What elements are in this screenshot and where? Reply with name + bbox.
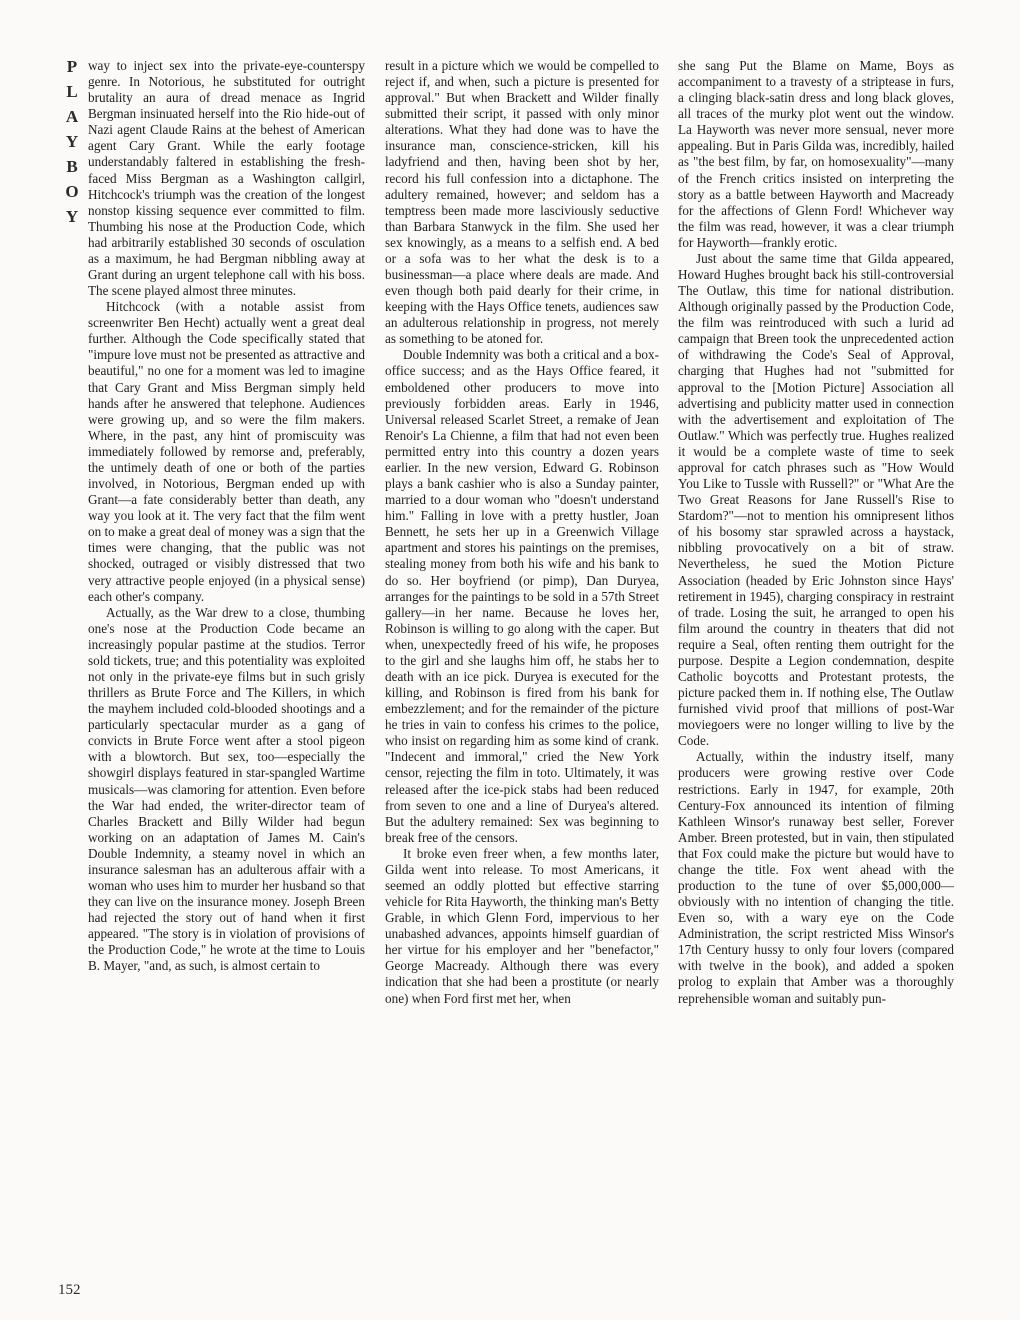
article-column-1 xyxy=(88,58,365,974)
paragraph: result in a picture which we would be compelled to reject if, and when, such a picture is presented for approval." But when Brackett and Wilder finally submitted their script, it passed with only minor alterations. What they had done was to have the insurance man, conscience-stricken, kill his ladyfriend and then, having been shot by her, record his full confession into a dictaphone. The adultery remained, however; and seldom has a temptress been made more lasciviously seductive than Barbara Stanwyck in the film. She used her sex knowingly, as a means to a selfish end. A bed or a sofa was to her what the desk is to a businessman—a place where deals are made. And even though both paid dearly for their crime, in keeping with the Hays Office tenets, audiences saw an adulterous relationship in progress, not merely as something to be atoned for. xyxy=(385,58,659,347)
paragraph: Hitchcock (with a notable assist from screenwriter Ben Hecht) actually went a great deal further. Although the Code specifically stated that "impure love must not be presented as attractive and beautiful," no one for a moment was led to imagine that Cary Grant and Miss Bergman simply held hands after he answered that telephone. Audiences were growing up, and so were the film makers. Where, in the past, any hint of promiscuity was immediately followed by remorse and, preferably, the untimely death of one or both of the parties involved, in Notorious, Bergman ended up with Grant—a fate considerably better than death, any way you look at it. The very fact that the film went on to make a great deal of money was a sign that the times were changing, that the public was not shocked, outraged or visibly distressed that two very attractive people enjoyed (in a physical sense) each other's company. xyxy=(88,299,365,604)
running-head-letter: B xyxy=(66,157,78,176)
article-column-2 xyxy=(385,58,659,1007)
paragraph: It broke even freer when, a few months later, Gilda went into release. To most Americans, it seemed an oddly plotted but effective starring vehicle for Rita Hayworth, the thinking man's Betty Grable, in which Glenn Ford, impervious to her unabashed advances, appoints himself guardian of her virtue for his employer and her "benefactor," George Macready. Although there was every indication that she had been a prostitute (or nearly one) when Ford first met her, when xyxy=(385,845,659,1006)
running-head xyxy=(62,58,82,233)
paragraph: Double Indemnity was both a critical and a box-office success; and as the Hays Office feared, it emboldened other producers to move into previously forbidden areas. Early in 1946, Universal released Scarlet Street, a remake of Jean Renoir's La Chienne, a film that had not even been permitted entry into this country a dozen years earlier. In the new version, Edward G. Robinson plays a bank cashier who is also a Sunday painter, married to a dour woman who "doesn't understand him." Falling in love with a pretty hustler, Joan Bennett, he sets her up in a Greenwich Village apartment and stores his paintings on the premises, stealing money from both his wife and his bank to do so. Her boyfriend (or pimp), Dan Duryea, arranges for the paintings to be sold in a 57th Street gallery—in her name. Because he loves her, Robinson is willing to go along with the caper. But when, unexpectedly freed of his wife, he proposes to the girl and she laughs him off, he stabs her to death with an ice pick. Duryea is executed for the killing, and Robinson is fired from his bank for embezzlement; and for the remainder of the picture he tries in vain to confess his crimes to the police, who insist on regarding him as some kind of crank. "Indecent and immoral," cried the New York censor, rejecting the film in toto. Ultimately, it was released after the ice-pick stabs had been reduced from seven to one and a line of Duryea's altered. But the adultery remained: Sex was beginning to break free of the censors. xyxy=(385,347,659,845)
page-number: 152 xyxy=(58,1282,81,1298)
paragraph: Actually, as the War drew to a close, thumbing one's nose at the Production Code became an increasingly popular pastime at the studios. Terror sold tickets, true; and this potentiality was exploited not only in the private-eye films but in such grisly thrillers as Brute Force and The Killers, in which the mayhem included cold-blooded shootings and a particularly spectacular murder as a gang of convicts in Brute Force went after a stool pigeon with a blowtorch. But sex, too—especially the showgirl displays featured in star-spangled Wartime musicals—was clamoring for attention. Even before the War had ended, the writer-director team of Charles Brackett and Billy Wilder had begun working on an adaptation of James M. Cain's Double Indemnity, a steamy novel in which an insurance salesman has an adulterous affair with a woman who uses him to murder her husband so that they can live on the insurance money. Joseph Breen had rejected the story out of hand when it first appeared. "The story is in violation of provisions of the Production Code," he wrote at the time to Louis B. Mayer, "and, as such, is almost certain to xyxy=(88,604,365,974)
running-head-letter: O xyxy=(65,182,79,201)
paragraph: Actually, within the industry itself, many producers were growing restive over Code restrictions. Early in 1947, for example, 20th Century-Fox announced its intention of filming Kathleen Winsor's runaway best seller, Forever Amber. Breen protested, but in vain, then stipulated that Fox could make the picture but would have to change the title. Fox went ahead with the production to the tune of over $5,000,000—obviously with no intention of changing the title. Even so, with a wary eye on the Code Administration, the script restricted Miss Winsor's 17th Century hussy to only four lovers (compared with twelve in the book), and added a spoken prolog to explain that Amber was a thoroughly reprehensible woman and suitably pun- xyxy=(678,749,954,1006)
paragraph: Just about the same time that Gilda appeared, Howard Hughes brought back his still-controversial The Outlaw, this time for national distribution. Although originally passed by the Production Code, the film was reintroduced with such a lurid ad campaign that Breen took the unprecedented action of withdrawing the Code's Seal of Approval, charging that Hughes had not "submitted for approval to the [Motion Picture] Association all advertising and publicity matter used in connection with the advertisement and exploitation of The Outlaw." Which was perfectly true. Hughes realized it would be a complete waste of time to seek approval for catch phrases such as "How Would You Like to Tussle with Russell?" or "What Are the Two Great Reasons for Jane Russell's Rise to Stardom?"—not to mention his omnipresent lithos of his bosomy star sprawled across a haystack, nibbling provocatively on a bit of straw. Nevertheless, he sued the Motion Picture Association (headed by Eric Johnston since Hays' retirement in 1945), charging conspiracy in restraint of trade. Losing the suit, he arranged to open his film around the country in theaters that did not require a Seal, often renting them outright for the purpose. Despite a Legion condemnation, despite Catholic boycotts and Protestant protests, the picture packed them in. If nothing else, The Outlaw furnished vivid proof that millions of post-War moviegoers were no longer willing to live by the Code. xyxy=(678,250,954,749)
running-head-letter: Y xyxy=(65,207,79,226)
running-head-letter: L xyxy=(66,82,78,101)
article-column-3 xyxy=(678,58,954,1007)
paragraph: way to inject sex into the private-eye-counterspy genre. In Notorious, he substituted for outright brutality an aura of dread menace as Ingrid Bergman insinuated herself into the Rio hide-out of Nazi agent Claude Rains at the behest of American agent Cary Grant. While the early footage understandably faltered in establishing the fresh-faced Miss Bergman as a Washington callgirl, Hitchcock's triumph was the creation of the longest nonstop kissing sequence ever committed to film. Thumbing his nose at the Production Code, which had arbitrarily established 30 seconds of osculation as a maximum, he had Bergman nibbling away at Grant during an urgent telephone call with his boss. The scene played almost three minutes. xyxy=(88,58,365,299)
running-head-letter: Y xyxy=(65,132,79,151)
running-head-letter: A xyxy=(65,107,79,126)
running-head-letter: P xyxy=(66,57,78,76)
paragraph: she sang Put the Blame on Mame, Boys as accompaniment to a travesty of a striptease in furs, a clinging black-satin dress and long black gloves, all traces of the murky plot went out the window. La Hayworth was never more sensual, never more appealing. But in Paris Gilda was, incredibly, hailed as "the best film, by far, on homosexuality"—many of the French critics insisted on interpreting the story as a battle between Hayworth and Macready for the affections of Glenn Ford! Whichever way the film was read, however, it was a clear triumph for Hayworth—frankly erotic. xyxy=(678,58,954,250)
